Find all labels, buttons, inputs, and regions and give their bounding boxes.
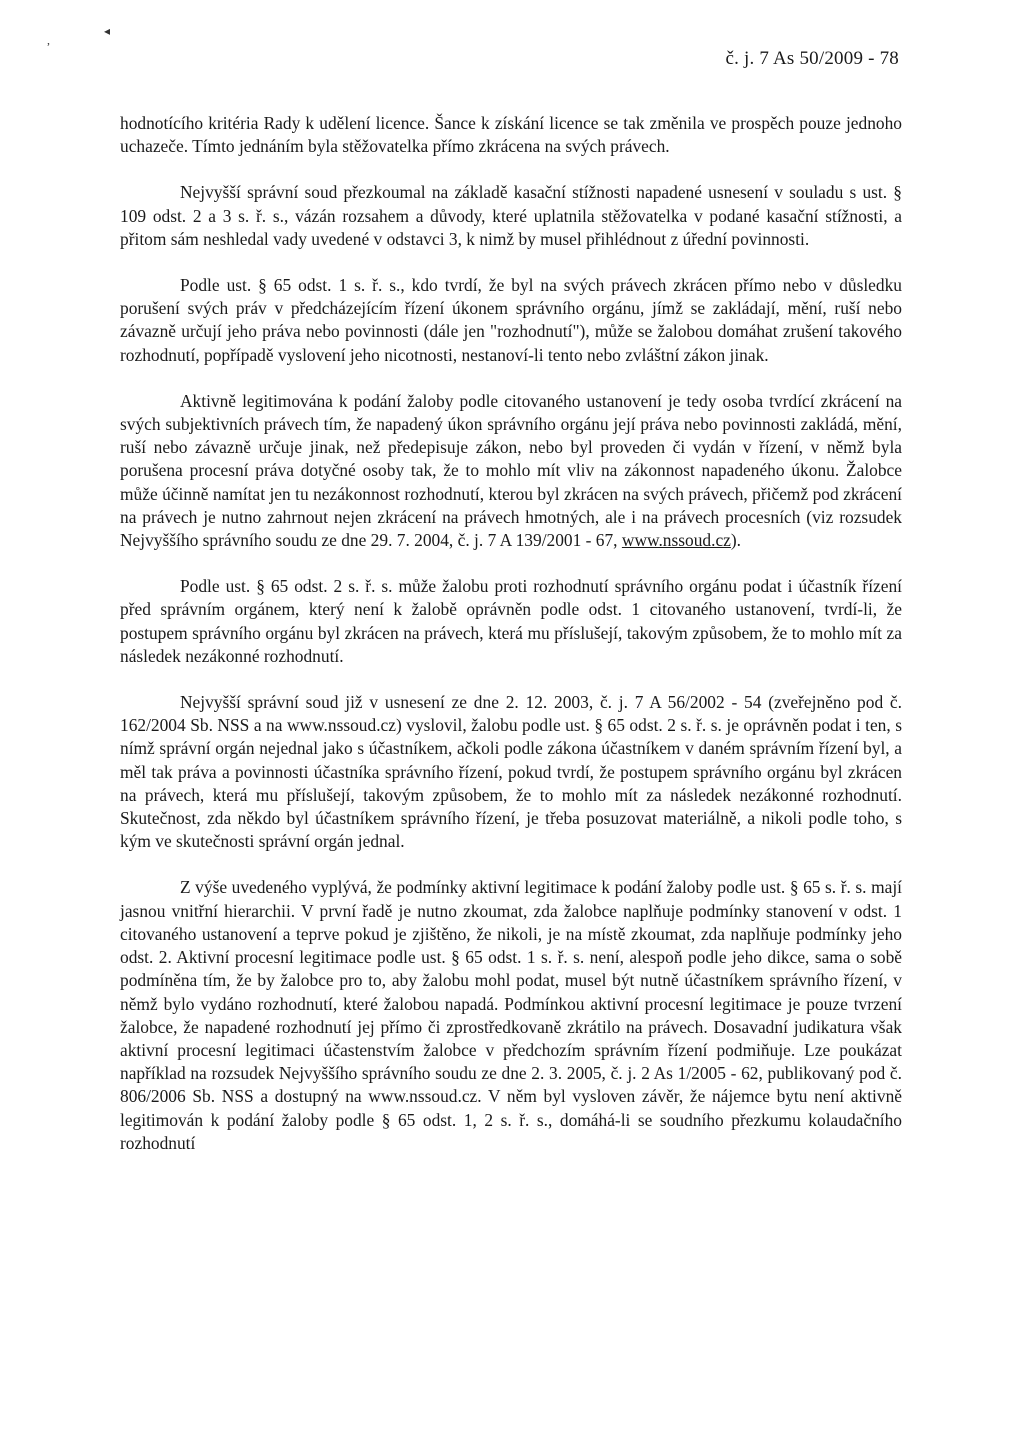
scan-mark: ◂	[104, 24, 111, 38]
nssoud-link[interactable]: www.nssoud.cz	[621, 530, 731, 551]
paragraph-4-tail: ).	[730, 530, 742, 551]
paragraph-6: Nejvyšší správní soud již v usnesení ze dne 2. 12. 2003, č. j. 7 A 56/2002 - 54 (zveřejněno pod č. 162/2004 Sb. NSS a na www.nssoud.cz) vyslovil, žalobu podle ust. § 65 odst. 2 s. ř. s. je oprávněn podat i ten, s nímž správní orgán nejednal jako s účastníkem, ačkoli podle zákona účastníkem v daném správním řízení byl, a měl tak práva a povinnosti účastníka správního řízení, pokud tvrdí, že postupem správního orgánu byl zkrácen na právech, která mu příslušejí, takovým způsobem, že to mohlo mít za následek nezákonné rozhodnutí. Skutečnost, zda někdo byl účastníkem správního řízení, je třeba posuzovat materiálně, a nikoli podle toho, s kým ve skutečnosti správní orgán jednal.	[120, 692, 902, 852]
scan-mark: ,	[47, 33, 50, 47]
paragraph-1: hodnotícího kritéria Rady k udělení licence. Šance k získání licence se tak změnila ve prospěch pouze jednoho uchazeče. Tímto jednáním byla stěžovatelka přímo zkrácena na svých právech.	[120, 113, 902, 157]
paragraph-2: Nejvyšší správní soud přezkoumal na základě kasační stížnosti napadené usnesení v souladu s ust. § 109 odst. 2 a 3 s. ř. s., vázán rozsahem a důvody, které uplatnila stěžovatelka v podané kasační stížnosti, a přitom sám neshledal vady uvedené v odstavci 3, k nimž by musel přihlédnout z úřední povinnosti.	[120, 182, 902, 249]
case-reference: č. j. 7 As 50/2009 - 78	[725, 48, 899, 69]
paragraph-4	[120, 390, 902, 552]
paragraph-3: Podle ust. § 65 odst. 1 s. ř. s., kdo tvrdí, že byl na svých právech zkrácen přímo nebo v důsledku porušení svých práv v předcházejícím řízení úkonem správního orgánu, jímž se zakládají, mění, ruší nebo závazně určují jeho práva nebo povinnosti (dále jen "rozhodnutí"), může se žalobou domáhat zrušení takového rozhodnutí, popřípadě vyslovení jeho nicotnosti, nestanoví-li tento nebo zvláštní zákon jinak.	[120, 275, 902, 365]
paragraph-4-text: Aktivně legitimována k podání žaloby podle citovaného ustanovení je tedy osoba tvrdící zkrácení na svých subjektivních právech tím, že napadený úkon správního orgánu její práva nebo povinnosti zakládá, mění, ruší nebo závazně určuje jinak, než předepisuje zákon, nebo byl proveden či vydán v řízení, v němž byla porušena procesní práva dotyčné osoby tak, že to mohlo mít vliv na zákonnost napadeného úkonu. Žalobce může účinně namítat jen tu nezákonnost rozhodnutí, kterou byl zkrácen na svých právech, přičemž pod zkrácení na právech je nutno zahrnout nejen zkrácení na právech hmotných, ale i na právech procesních (viz rozsudek Nejvyššího správního soudu ze dne 29. 7. 2004, č. j. 7 A 139/2001 - 67,	[120, 390, 902, 551]
document-body	[120, 112, 902, 1155]
paragraph-5: Podle ust. § 65 odst. 2 s. ř. s. může žalobu proti rozhodnutí správního orgánu podat i účastník řízení před správním orgánem, který není k žalobě oprávněn podle odst. 1 citovaného ustanovení, tvrdí-li, že postupem správního orgánu byl zkrácen na právech, která mu příslušejí, takovým způsobem, že to mohlo mít za následek nezákonné rozhodnutí.	[120, 576, 902, 666]
paragraph-7: Z výše uvedeného vyplývá, že podmínky aktivní legitimace k podání žaloby podle ust. § 65 s. ř. s. mají jasnou vnitřní hierarchii. V první řadě je nutno zkoumat, zda žalobce naplňuje podmínky stanovení v odst. 1 citovaného ustanovení a teprve pokud je zjištěno, že nikoli, je na místě zkoumat, zda naplňuje podmínky jeho odst. 2. Aktivní procesní legitimace podle ust. § 65 odst. 1 s. ř. s. není, alespoň podle jeho dikce, sama o sobě podmíněna tím, že by žalobce pro to, aby žalobu mohl podat, musel být nutně účastníkem správního řízení, v němž bylo vydáno rozhodnutí, které žalobou napadá. Podmínkou aktivní procesní legitimace je pouze tvrzení žalobce, že napadené rozhodnutí jej přímo či zprostředkovaně zkrátilo na právech. Dosavadní judikatura však aktivní procesní legitimaci účastenstvím žalobce v předchozím správním řízení podmiňuje. Lze poukázat například na rozsudek Nejvyššího správního soudu ze dne 2. 3. 2005, č. j. 2 As 1/2005 - 62, publikovaný pod č. 806/2006 Sb. NSS a dostupný na www.nssoud.cz. V něm byl vysloven závěr, že nájemce bytu není aktivně legitimován k podání žaloby podle § 65 odst. 1, 2 s. ř. s., domáhá-li se soudního přezkumu kolaudačního rozhodnutí	[120, 877, 902, 1153]
